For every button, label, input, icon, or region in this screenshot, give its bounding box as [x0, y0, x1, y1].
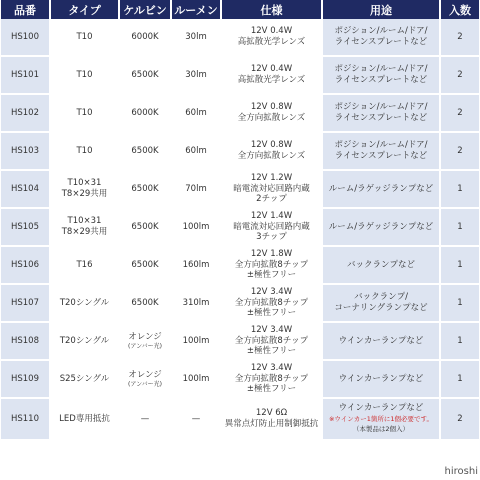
use-line-2: ライセンスプレートなど: [334, 151, 428, 161]
spec-line-2: 全方向拡散8チップ: [234, 259, 309, 270]
cell-lumen: [172, 171, 222, 209]
table-row: [1, 133, 479, 171]
cell-qty: [441, 171, 479, 209]
spec-line-2: 全方向拡散8チップ: [234, 297, 309, 308]
use-line-1: ウインカーランプなど: [338, 335, 424, 346]
cell-lumen: [172, 133, 222, 171]
cell-use: [323, 19, 441, 57]
cell-spec: [222, 399, 323, 441]
cell-code: [1, 285, 51, 323]
type-line-1: T10: [76, 69, 93, 80]
cell-type: [51, 19, 120, 57]
type-line-1: T10×31: [67, 216, 102, 227]
spec-line-2: 高拡散光学レンズ: [237, 75, 306, 85]
use-note-2: （本製品は2個入）: [352, 425, 410, 434]
cell-type: [51, 399, 120, 441]
spec-line-1: 12V 0.8W: [250, 140, 293, 151]
cell-lumen: [172, 361, 222, 399]
cell-kelvin: [120, 19, 172, 57]
qty-text: 2: [457, 145, 463, 156]
qty-text: 1: [457, 373, 463, 384]
cell-lumen: [172, 19, 222, 57]
cell-type: [51, 171, 120, 209]
use-line-1: ポジション/ルーム/ドア/: [334, 26, 428, 37]
type-line-1: T10: [76, 31, 93, 42]
cell-qty: [441, 209, 479, 247]
lumen-text: 100lm: [182, 373, 210, 384]
type-line-1: T10: [76, 107, 93, 118]
use-line-1: ウインカーランプなど: [338, 403, 424, 414]
cell-qty: [441, 399, 479, 441]
header-lumen: ルーメン: [172, 0, 222, 19]
qty-text: 1: [457, 221, 463, 232]
spec-line-3: ±極性フリー: [246, 308, 297, 319]
cell-kelvin: [120, 361, 172, 399]
table-row: [1, 171, 479, 209]
type-line-1: T10: [76, 145, 93, 156]
code-text: HS100: [10, 31, 39, 42]
cell-spec: [222, 19, 323, 57]
table-row: [1, 285, 479, 323]
spec-line-3: ±極性フリー: [246, 346, 297, 357]
spec-line-2: 全方向拡散8チップ: [234, 335, 309, 346]
cell-code: [1, 133, 51, 171]
cell-lumen: [172, 247, 222, 285]
code-text: HS101: [10, 69, 39, 80]
qty-text: 1: [457, 259, 463, 270]
kelvin-line-1: 6500K: [131, 69, 159, 80]
cell-use: [323, 171, 441, 209]
cell-lumen: [172, 95, 222, 133]
kelvin-line-1: 6500K: [131, 259, 159, 270]
kelvin-line-1: 6500K: [131, 183, 159, 194]
lumen-text: 30lm: [185, 69, 207, 80]
cell-qty: [441, 361, 479, 399]
cell-spec: [222, 285, 323, 323]
header-qty: 入数: [441, 0, 479, 19]
cell-qty: [441, 95, 479, 133]
cell-lumen: [172, 399, 222, 441]
code-text: HS107: [10, 297, 39, 308]
cell-kelvin: [120, 247, 172, 285]
cell-spec: [222, 133, 323, 171]
type-line-1: T16: [76, 259, 93, 270]
kelvin-line-1: オレンジ: [128, 331, 162, 342]
spec-line-1: 12V 3.4W: [250, 325, 293, 336]
cell-use: [323, 95, 441, 133]
lumen-text: 160lm: [182, 259, 210, 270]
type-line-2: T8×29共用: [61, 189, 108, 199]
qty-text: 2: [457, 69, 463, 80]
cell-qty: [441, 247, 479, 285]
use-line-2: ライセンスプレートなど: [334, 113, 428, 123]
lumen-text: 100lm: [182, 335, 210, 346]
qty-text: 2: [457, 31, 463, 42]
cell-use: [323, 57, 441, 95]
table-row: [1, 57, 479, 95]
lumen-text: 60lm: [185, 145, 207, 156]
kelvin-line-1: 6500K: [131, 221, 159, 232]
spec-line-1: 12V 6Ω: [255, 408, 288, 419]
table-row: [1, 95, 479, 133]
spec-line-3: 2チップ: [256, 194, 287, 205]
cell-code: [1, 361, 51, 399]
cell-kelvin: [120, 171, 172, 209]
use-line-1: ポジション/ルーム/ドア/: [334, 102, 428, 113]
code-text: HS104: [10, 183, 39, 194]
lumen-text: 100lm: [182, 221, 210, 232]
qty-text: 2: [457, 107, 463, 118]
spec-line-2: 暗電流対応回路内蔵: [233, 183, 310, 194]
cell-use: [323, 399, 441, 441]
spec-line-2: 異常点灯防止用制御抵抗: [224, 419, 319, 429]
cell-kelvin: [120, 57, 172, 95]
type-line-1: T20シングル: [59, 335, 110, 346]
cell-code: [1, 19, 51, 57]
type-text: LED専用抵抗: [59, 413, 110, 424]
type-line-1: T20シングル: [59, 297, 110, 308]
cell-qty: [441, 133, 479, 171]
use-line-1: ポジション/ルーム/ドア/: [334, 64, 428, 75]
type-line-1: S25シングル: [59, 373, 110, 384]
cell-type: [51, 133, 120, 171]
spec-line-1: 12V 1.2W: [250, 173, 293, 184]
table-row: [1, 323, 479, 361]
header-type: タイプ: [51, 0, 120, 19]
use-line-2: コーナリングランプなど: [334, 303, 428, 313]
spec-line-1: 12V 0.4W: [250, 26, 293, 37]
spec-line-1: 12V 1.8W: [250, 249, 293, 260]
lumen-text: —: [191, 413, 201, 424]
cell-kelvin: [120, 95, 172, 133]
cell-spec: [222, 247, 323, 285]
header-kelvin: ケルビン: [120, 0, 172, 19]
spec-line-3: ±極性フリー: [246, 270, 297, 281]
cell-code: [1, 399, 51, 441]
cell-use: [323, 209, 441, 247]
table-row: [1, 247, 479, 285]
kelvin-line-1: 6500K: [131, 145, 159, 156]
table-row: [1, 209, 479, 247]
cell-type: [51, 95, 120, 133]
cell-use: [323, 285, 441, 323]
use-line-1: ポジション/ルーム/ドア/: [334, 140, 428, 151]
lumen-text: 70lm: [185, 183, 207, 194]
code-text: HS110: [10, 413, 39, 424]
table-row: [1, 19, 479, 57]
header-row: [1, 0, 479, 19]
use-note-1: ※ウインカー1箇所に1個必要です。: [328, 414, 433, 423]
cell-qty: [441, 57, 479, 95]
cell-code: [1, 247, 51, 285]
cell-spec: [222, 57, 323, 95]
cell-type: [51, 57, 120, 95]
use-line-1: ルーム/ラゲッジランプなど: [328, 221, 434, 232]
kelvin-line-1: 6500K: [131, 297, 159, 308]
cell-lumen: [172, 209, 222, 247]
spec-line-2: 高拡散光学レンズ: [237, 37, 306, 47]
kelvin-line-1: オレンジ: [128, 369, 162, 380]
cell-qty: [441, 323, 479, 361]
cell-type: [51, 209, 120, 247]
cell-use: [323, 361, 441, 399]
cell-qty: [441, 19, 479, 57]
cell-use: [323, 133, 441, 171]
qty-text: 1: [457, 297, 463, 308]
code-text: HS108: [10, 335, 39, 346]
cell-type: [51, 247, 120, 285]
cell-kelvin: [120, 323, 172, 361]
cell-type: [51, 323, 120, 361]
watermark: hiroshi: [444, 466, 478, 477]
qty-text: 1: [457, 183, 463, 194]
cell-kelvin: [120, 133, 172, 171]
qty-text: 1: [457, 335, 463, 346]
kelvin-line-2: (アンバー光): [127, 342, 163, 350]
cell-spec: [222, 171, 323, 209]
kelvin-text: —: [140, 413, 150, 424]
cell-kelvin: [120, 209, 172, 247]
spec-line-3: ±極性フリー: [246, 384, 297, 395]
cell-code: [1, 323, 51, 361]
cell-code: [1, 209, 51, 247]
cell-lumen: [172, 57, 222, 95]
kelvin-line-1: 6000K: [131, 107, 159, 118]
spec-table: [1, 0, 479, 441]
cell-type: [51, 361, 120, 399]
lumen-text: 310lm: [182, 297, 210, 308]
kelvin-line-1: 6000K: [131, 31, 159, 42]
spec-line-1: 12V 0.4W: [250, 64, 293, 75]
type-line-1: T10×31: [67, 178, 102, 189]
cell-type: [51, 285, 120, 323]
code-text: HS102: [10, 107, 39, 118]
use-line-2: ライセンスプレートなど: [334, 75, 428, 85]
code-text: HS103: [10, 145, 39, 156]
code-text: HS106: [10, 259, 39, 270]
spec-line-1: 12V 3.4W: [250, 363, 293, 374]
table-row-resistor: [1, 399, 479, 441]
header-code: 品番: [1, 0, 51, 19]
use-line-1: ルーム/ラゲッジランプなど: [328, 183, 434, 194]
code-text: HS109: [10, 373, 39, 384]
spec-line-1: 12V 3.4W: [250, 287, 293, 298]
spec-line-1: 12V 0.8W: [250, 102, 293, 113]
cell-code: [1, 95, 51, 133]
table-row: [1, 361, 479, 399]
lumen-text: 60lm: [185, 107, 207, 118]
cell-lumen: [172, 323, 222, 361]
cell-code: [1, 57, 51, 95]
cell-spec: [222, 361, 323, 399]
spec-line-1: 12V 1.4W: [250, 211, 293, 222]
use-line-1: ウインカーランプなど: [338, 373, 424, 384]
table-body: [1, 19, 479, 441]
cell-use: [323, 247, 441, 285]
cell-lumen: [172, 285, 222, 323]
cell-code: [1, 171, 51, 209]
use-line-1: バックランプ/: [354, 292, 408, 303]
use-line-1: バックランプなど: [346, 259, 415, 270]
code-text: HS105: [10, 221, 39, 232]
cell-kelvin: [120, 399, 172, 441]
cell-qty: [441, 285, 479, 323]
spec-line-2: 全方向拡散レンズ: [237, 113, 306, 123]
lumen-text: 30lm: [185, 31, 207, 42]
spec-line-2: 暗電流対応回路内蔵: [233, 221, 310, 232]
cell-use: [323, 323, 441, 361]
use-line-2: ライセンスプレートなど: [334, 37, 428, 47]
type-line-2: T8×29共用: [61, 227, 108, 237]
kelvin-line-2: (アンバー光): [127, 380, 163, 388]
cell-spec: [222, 95, 323, 133]
header-spec: 仕様: [222, 0, 323, 19]
qty-text: 2: [457, 413, 463, 424]
cell-spec: [222, 323, 323, 361]
cell-kelvin: [120, 285, 172, 323]
cell-spec: [222, 209, 323, 247]
spec-line-3: 3チップ: [256, 232, 287, 243]
spec-line-2: 全方向拡散8チップ: [234, 373, 309, 384]
header-use: 用途: [323, 0, 441, 19]
spec-line-2: 全方向拡散レンズ: [237, 151, 306, 161]
